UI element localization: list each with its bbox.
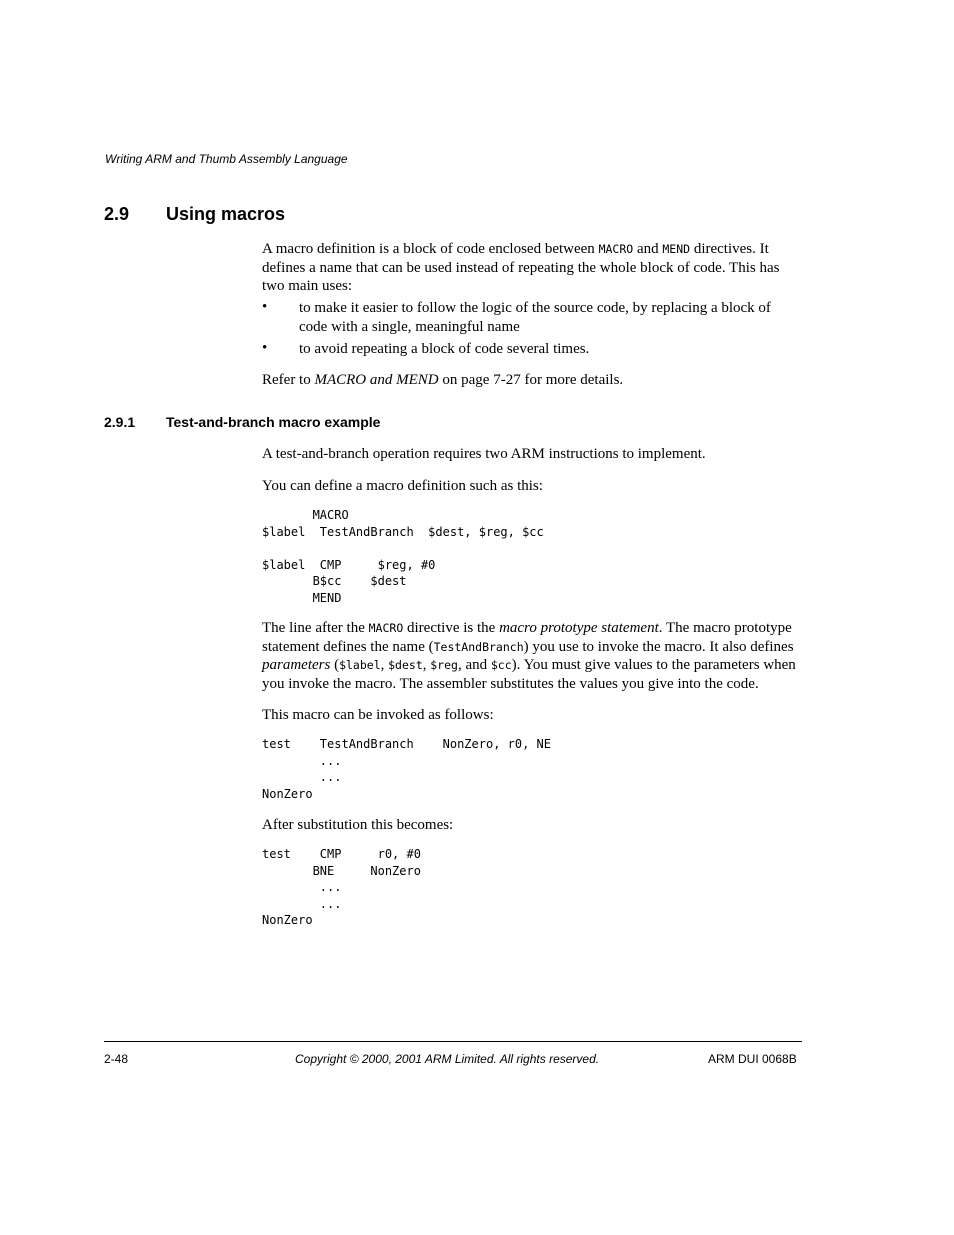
intro-text-3: directives. It defines a name that can be used instead of repeating the whole block of code. This has two main uses: (262, 241, 780, 294)
p3-code-param: $dest (388, 658, 423, 672)
refer-paragraph (262, 371, 802, 390)
running-header: Writing ARM and Thumb Assembly Language (105, 152, 348, 166)
p3-text: ( (334, 657, 340, 673)
document-id: ARM DUI 0068B (708, 1052, 797, 1066)
refer-link[interactable]: MACRO and MEND (314, 372, 439, 388)
p3-text: ). You must give values to the parameters when you invoke the macro. The assembler substitutes the values you give into the code. (262, 657, 796, 692)
p3-text: The line after the (262, 620, 365, 636)
intro-code-mend: MEND (662, 242, 691, 256)
p3-emphasis: macro prototype statement (499, 620, 659, 636)
subsection-title: Test-and-branch macro example (166, 414, 381, 430)
paragraph-1: A test-and-branch operation requires two ARM instructions to implement. (262, 446, 706, 462)
p3-code-param: $reg (430, 658, 458, 672)
footer-rule (104, 1041, 802, 1042)
paragraph-4: This macro can be invoked as follows: (262, 707, 494, 723)
bullet-item-2: to avoid repeating a block of code several times. (299, 341, 590, 357)
paragraph-5: After substitution this becomes: (262, 817, 454, 833)
code-block-macro-definition: MACRO $label TestAndBranch $dest, $reg, $cc $label CMP $reg, #0 B$cc $dest MEND (262, 508, 544, 605)
code-block-substitution: test CMP r0, #0 BNE NonZero ... ... NonZero (262, 847, 421, 927)
intro-text-2: and (636, 241, 659, 257)
refer-text-2: on page 7-27 for more details. (442, 372, 624, 388)
p3-code-param: $label (339, 658, 381, 672)
intro-paragraph (262, 240, 802, 296)
intro-code-macro: MACRO (598, 242, 634, 256)
p3-code-name: TestAndBranch (433, 639, 524, 654)
p3-text: . The macro prototype statement defines the name ( (262, 620, 792, 655)
p3-text: directive is the (407, 620, 496, 636)
copyright-notice: Copyright © 2000, 2001 ARM Limited. All rights reserved. (295, 1052, 600, 1066)
code-block-invocation: test TestAndBranch NonZero, r0, NE ... ... NonZero (262, 737, 551, 801)
p3-emphasis: parameters (262, 657, 331, 673)
paragraph-3 (262, 619, 802, 693)
intro-text-1: A macro definition is a block of code enclosed between (262, 241, 595, 257)
p3-code-macro: MACRO (368, 621, 404, 635)
paragraph-2: You can define a macro definition such as this: (262, 478, 543, 494)
p3-code-param: $cc (490, 658, 512, 672)
bullet-marker: • (262, 340, 268, 356)
subsection-number: 2.9.1 (104, 414, 136, 430)
bullet-marker: • (262, 299, 268, 315)
p3-text: ) you use to invoke the macro. It also defines (523, 638, 794, 655)
p3-text: , and (457, 657, 488, 673)
bullet-item-1: to make it easier to follow the logic of the source code, by replacing a block of code with a single, meaningful name (299, 300, 771, 335)
page-number: 2-48 (104, 1052, 129, 1066)
p3-text: , (380, 657, 385, 673)
refer-text-1: Refer to (262, 372, 311, 388)
section-title: Using macros (166, 204, 286, 224)
p3-text: , (422, 657, 427, 673)
section-number: 2.9 (104, 204, 130, 224)
